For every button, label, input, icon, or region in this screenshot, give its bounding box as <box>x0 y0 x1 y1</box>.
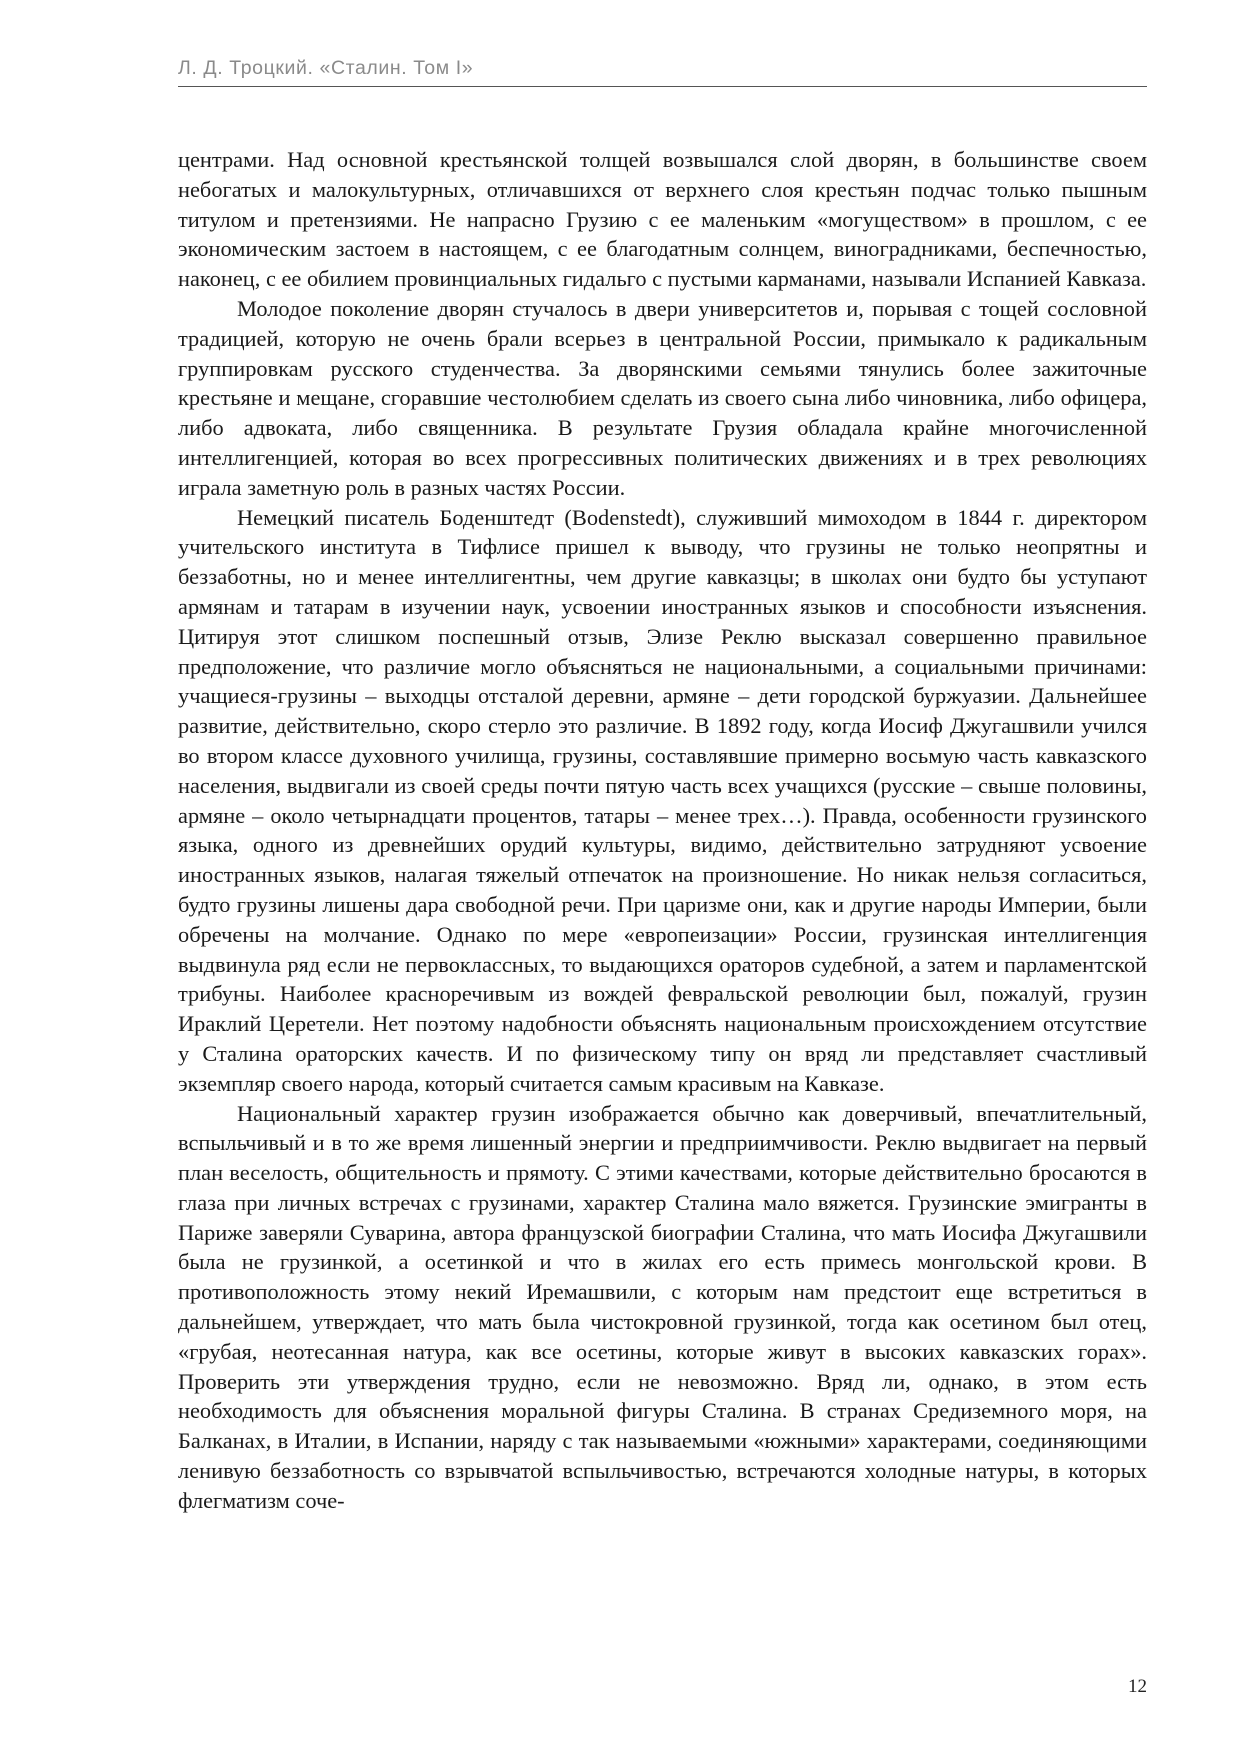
running-header <box>178 55 1147 87</box>
page-number: 12 <box>1128 1676 1147 1697</box>
paragraph-national-character: Национальный характер грузин изображается обычно как доверчивый, впечатлительный, вспыльчивый и в то же время лишенный энергии и предприимчивости. Реклю выдвигает на первый план веселость, общительность и прямоту. С этими качествами, которые действительно бросаются в глаза при личных встречах с грузинами, характер Сталина мало вяжется. Грузинские эмигранты в Париже заверяли Суварина, автора французской биографии Сталина, что мать Иосифа Джугашвили была не грузинкой, а осетинкой и что в жилах его есть примесь монгольской крови. В противоположность этому некий Иремашвили, с которым нам предстоит еще встретиться в дальнейшем, утверждает, что мать была чистокровной грузинкой, тогда как осетином был отец, «грубая, неотесанная натура, как все осетины, которые живут в высоких кавказских горах». Проверить эти утверждения трудно, если не невозможно. Вряд ли, однако, в этом есть необходимость для объяснения моральной фигуры Сталина. В странах Средиземного моря, на Балканах, в Италии, в Испании, наряду с так называемыми «южными» характерами, соединяющими ленивую беззаботность со взрывчатой вспыльчивостью, встречаются холодные натуры, в которых флегматизм соче- <box>178 1100 1147 1513</box>
paragraph-continuation: центрами. Над основной крестьянской толщей возвышался слой дворян, в большинстве своем небогатых и малокультурных, отличавшихся от верхнего слоя крестьян подчас только пышным титулом и претензиями. Не напрасно Грузию с ее маленьким «могуществом» в прошлом, с ее экономическим застоем в настоящем, с ее благодатным солнцем, виноградниками, беспечностью, наконец, с ее обилием провинциальных гидальго с пустыми карманами, называли Испанией Кавказа. <box>178 147 1147 292</box>
paragraph-bodenstedt: Немецкий писатель Боденштедт (Bodenstedt), служивший мимоходом в 1844 г. директором учительского института в Тифлисе пришел к выводу, что грузины не только неопрятны и беззаботны, но и менее интеллигентны, чем другие кавказцы; в школах они будто бы уступают армянам и татарам в изучении наук, усвоении иностранных языков и способности изъяснения. Цитируя этот слишком поспешный отзыв, Элизе Реклю высказал совершенно правильное предположение, что различие могло объясняться не национальными, а социальными причинами: учащиеся-грузины – выходцы отсталой деревни, армяне – дети городской буржуазии. Дальнейшее развитие, действительно, скоро стерло это различие. В 1892 году, когда Иосиф Джугашвили учился во втором классе духовного училища, грузины, составлявшие примерно восьмую часть кавказского населения, выдвигали из своей среды почти пятую часть всех учащихся (русские – свыше половины, армяне – около четырнадцати процентов, татары – менее трех…). Правда, особенности грузинского языка, одного из древнейших орудий культуры, видимо, действительно затрудняют усвоение иностранных языков, налагая тяжелый отпечаток на произношение. Но никак нельзя согласиться, будто грузины лишены дара свободной речи. При царизме они, как и другие народы Империи, были обречены на молчание. Однако по мере «европеизации» России, грузинская интеллигенция выдвинула ряд если не первоклассных, то выдающихся ораторов судебной, а затем и парламентской трибуны. Наиболее красноречивым из вождей февральской революции был, пожалуй, грузин Ираклий Церетели. Нет поэтому надобности объяснять национальным происхождением отсутствие у Сталина ораторских качеств. И по физическому типу он вряд ли представляет счастливый экземпляр своего народа, который считается самым красивым на Кавказе. <box>178 504 1147 1096</box>
body-text <box>178 145 1147 1516</box>
paragraph-young-nobility: Молодое поколение дворян стучалось в двери университетов и, порывая с тощей сословной традицией, которую не очень брали всерьез в центральной России, примыкало к радикальным группировкам русского студенчества. За дворянскими семьями тянулись более зажиточные крестьяне и мещане, сгоравшие честолюбием сделать из своего сына либо чиновника, либо офицера, либо адвоката, либо священника. В результате Грузия обладала крайне многочисленной интеллигенцией, которая во всех прогрессивных политических движениях и в трех революциях играла заметную роль в разных частях России. <box>178 295 1147 500</box>
running-title: Л. Д. Троцкий. «Сталин. Том I» <box>178 57 474 79</box>
